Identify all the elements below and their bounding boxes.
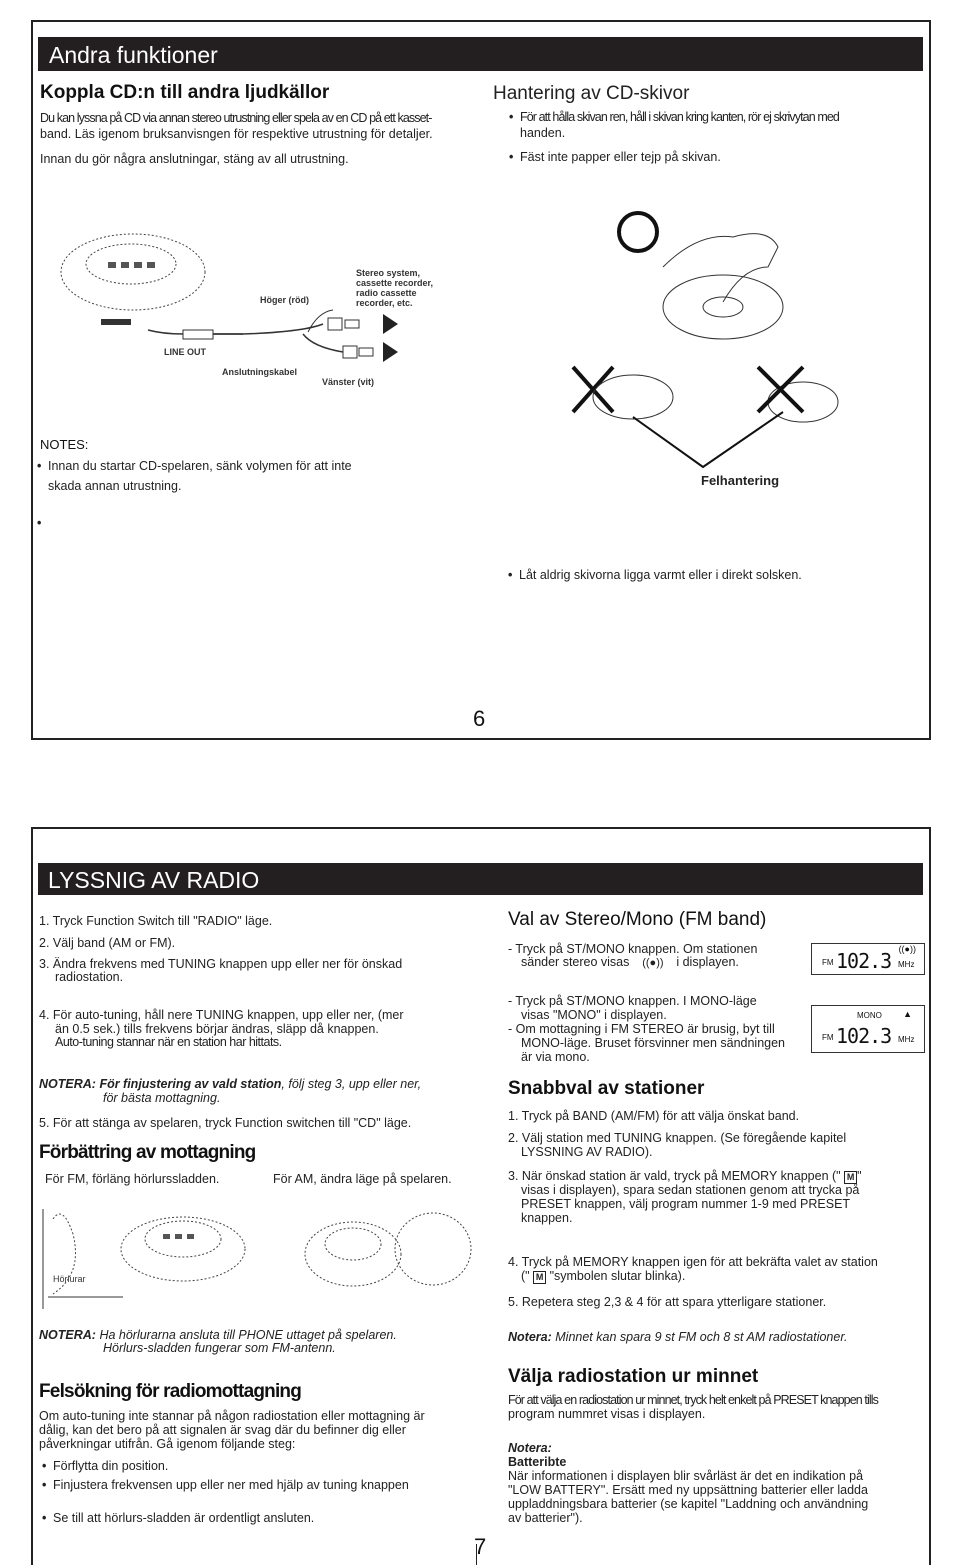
lcd2-mhz: MHz <box>898 1035 915 1044</box>
felsokning-p2: dålig, kan det bero på att signalen är svag där du befinner dig eller <box>39 1423 406 1437</box>
snabbval-s5: 5. Repetera steg 2,3 & 4 för att spara ytterligare stationer. <box>508 1295 827 1309</box>
koppla-text-1: Du kan lyssna på CD via annan stereo utrustning eller spela av en CD på ett kasset- <box>40 111 432 125</box>
felsokning-bullet-2: • Finjustera frekvensen upp eller ner med hjälp av tuning knappen <box>53 1478 409 1493</box>
lcd1-mhz: MHz <box>898 960 915 969</box>
stereo-mono-d1: - Tryck på ST/MONO knappen. Om stationen <box>508 942 758 956</box>
felsokning-p3: påverkningar utifrån. Gå igenom följande steg: <box>39 1437 296 1451</box>
header-title: Andra funktioner <box>49 42 218 68</box>
stereo-mono-d2-cont: visas "MONO" i displayen. <box>521 1008 667 1022</box>
lcd1-freq: 102.3 <box>836 949 892 973</box>
label-vanster: Vänster (vit) <box>322 377 375 387</box>
stereo-mono-d3-cont-2: är via mono. <box>521 1050 590 1064</box>
snabbval-s4c: "symbolen slutar blinka). <box>549 1269 686 1283</box>
snabbval-s3a: 3. När önskad station är vald, tryck på MEMORY knappen (" <box>508 1169 841 1183</box>
notera-step-cont: för bästa mottagning. <box>103 1091 221 1105</box>
koppla-title: Koppla CD:n till andra ljudkällor <box>40 82 330 103</box>
forbattring-title: Förbättring av mottagning <box>39 1142 256 1163</box>
stereo-icon: ((●)) <box>642 957 664 969</box>
snabbval-notera-label: Notera: <box>508 1330 552 1344</box>
valja-p2: program nummret visas i displayen. <box>508 1407 706 1421</box>
step-4-cont-1: än 0.5 sek.) tills frekvens börjar ändras, släpp då knappen. <box>55 1022 379 1036</box>
varmt-bullet: • Låt aldrig skivorna ligga varmt eller i direkt solsken. <box>519 568 802 583</box>
valja-title: Välja radiostation ur minnet <box>508 1366 759 1387</box>
cd-handling-illustration <box>603 207 833 447</box>
snabbval-s3-cont-2: PRESET knappen, välj program nummer 1-9 med PRESET <box>521 1197 851 1211</box>
stereo-mono-d1b: sänder stereo visas <box>521 955 630 969</box>
step-4-cont-2: Auto-tuning stannar när en station har hittats. <box>55 1035 282 1049</box>
snabbval-notera <box>508 1330 848 1345</box>
lcd2-mono: MONO <box>857 1011 882 1020</box>
label-horlurar: Hörlurar <box>53 1274 86 1284</box>
lcd2-fm: FM <box>822 1033 834 1042</box>
hantering-title: Hantering av CD-skivor <box>493 83 690 104</box>
notes-title: NOTES: <box>40 437 89 452</box>
batteri-p1: När informationen i displayen blir svårläst är det en indikation på <box>508 1469 864 1483</box>
stereo-mono-d3-cont-1: MONO-läge. Bruset försvinner men sändningen <box>521 1036 786 1050</box>
step-4: 4. För auto-tuning, håll nere TUNING knappen, upp eller ner, (mer <box>39 1008 404 1022</box>
snabbval-s3a-end: " <box>857 1169 862 1183</box>
notera-step-line <box>39 1077 421 1092</box>
label-line-out: LINE OUT <box>164 347 206 357</box>
section-header-andra-funktioner <box>38 37 923 71</box>
snabbval-s4: 4. Tryck på MEMORY knappen igen för att bekräfta valet av station <box>508 1255 878 1269</box>
notera-label-2: NOTERA: <box>39 1328 96 1342</box>
lcd-stereo-icon: ((●)) <box>898 944 916 954</box>
snabbval-s2: 2. Välj station med TUNING knappen. (Se föregående kapitel <box>508 1131 847 1145</box>
page-7 <box>31 827 931 1565</box>
memory-icon-2: M <box>533 1271 546 1284</box>
felsokning-title: Felsökning för radiomottagning <box>39 1381 302 1402</box>
snabbval-s2-cont: LYSSNING AV RADIO). <box>521 1145 653 1159</box>
lcd2-freq: 102.3 <box>836 1024 892 1048</box>
batteri-p4: av batterier"). <box>508 1511 583 1525</box>
felhantering-label: Felhantering <box>701 473 780 488</box>
forbattring-am: För AM, ändra läge på spelaren. <box>273 1172 452 1186</box>
stereo-mono-d3: - Om mottagning i FM STEREO är brusig, byt till <box>508 1022 775 1036</box>
label-stereo-4: recorder, etc. <box>356 298 413 308</box>
stereo-mono-d2: - Tryck på ST/MONO knappen. I MONO-läge <box>508 994 757 1008</box>
snabbval-s3 <box>508 1169 862 1184</box>
notes-bullet-1: • Innan du startar CD-spelaren, sänk volymen för att inte <box>48 459 352 474</box>
snabbval-notera-text: Minnet kan spara 9 st FM och 8 st AM radiostationer. <box>555 1330 848 1344</box>
label-anslutningskabel: Anslutningskabel <box>222 367 298 377</box>
stereo-mono-d1-cont <box>521 955 739 971</box>
forbattring-fm: För FM, förläng hörlurssladden. <box>45 1172 220 1186</box>
page-6 <box>31 20 931 740</box>
koppla-text-2: band. Läs igenom bruksanvisngen för respektive utrustning för detaljer. <box>40 127 433 141</box>
notera-text-2: Ha hörlurarna ansluta till PHONE uttaget på spelaren. <box>99 1328 397 1342</box>
forbattring-notera-cont: Hörlurs-sladden fungerar som FM-antenn. <box>103 1341 336 1355</box>
stereo-mono-title: Val av Stereo/Mono (FM band) <box>508 909 767 930</box>
batteri-p3: uppladdningsbara batterier (se kapitel "Laddning och användning <box>508 1497 869 1511</box>
lcd1-fm: FM <box>822 958 834 967</box>
notes-bullet-1-cont: skada annan utrustning. <box>48 479 182 493</box>
snabbval-s3-cont-3: knappen. <box>521 1211 573 1225</box>
batteri-title: Batteribte <box>508 1455 567 1469</box>
label-hoger: Höger (röd) <box>260 295 309 305</box>
section-header-lyssnig <box>38 863 923 895</box>
label-stereo-3: radio cassette <box>356 288 417 298</box>
header-title: LYSSNIG AV RADIO <box>48 867 260 893</box>
memory-icon: M <box>844 1171 857 1184</box>
lcd-display-mono <box>811 1005 925 1053</box>
batteri-notera: Notera: <box>508 1441 552 1455</box>
notera-label: NOTERA: <box>39 1077 96 1091</box>
step-3: 3. Ändra frekvens med TUNING knappen upp eller ner för önskad <box>39 957 403 971</box>
valja-p1: För att välja en radiostation ur minnet, tryck helt enkelt på PRESET knappen tills <box>508 1393 878 1407</box>
felsokning-bullet-1: • Förflytta din position. <box>53 1459 168 1474</box>
step-5: 5. För att stänga av spelaren, tryck Function switchen till "CD" läge. <box>39 1116 412 1130</box>
label-stereo-1: Stereo system, <box>356 268 421 278</box>
snabbval-s4b: (" <box>521 1269 530 1283</box>
stereo-mono-d1c: i displayen. <box>676 955 739 969</box>
hantering-bullet-2: • Fäst inte papper eller tejp på skivan. <box>520 150 721 165</box>
notera-rest: , följ steg 3, upp eller ner, <box>281 1077 422 1091</box>
snabbval-title: Snabbval av stationer <box>508 1078 705 1099</box>
snabbval-s3-cont-1: visas i displayen), spara sedan stationen genom att trycka på <box>521 1183 860 1197</box>
lcd-mono-icon: ▲ <box>903 1009 912 1019</box>
felsokning-p1: Om auto-tuning inte stannar på någon radiostation eller mottagning är <box>39 1409 425 1423</box>
snabbval-s1: 1. Tryck på BAND (AM/FM) för att välja önskat band. <box>508 1109 800 1123</box>
snabbval-s4-cont <box>521 1269 685 1284</box>
page-number-6: 6 <box>473 706 486 731</box>
radio-reception-illustration <box>43 1204 483 1314</box>
lcd-display-stereo <box>811 943 925 975</box>
hantering-bullet-1-cont: handen. <box>520 126 566 140</box>
label-stereo-2: cassette recorder, <box>356 278 434 288</box>
step-1: 1. Tryck Function Switch till "RADIO" läge. <box>39 914 273 928</box>
koppla-text-3: Innan du gör några anslutningar, stäng av all utrustning. <box>40 152 349 166</box>
batteri-p2: "LOW BATTERY". Ersätt med ny uppsättning batterier eller ladda <box>508 1483 868 1497</box>
step-2: 2. Välj band (AM or FM). <box>39 936 176 950</box>
hantering-bullet-1: • För att hålla skivan ren, håll i skivan kring kanten, rör ej skrivytan med <box>520 110 839 125</box>
step-3-cont: radiostation. <box>55 970 124 984</box>
felsokning-bullet-3: • Se till att hörlurs-sladden är ordentligt ansluten. <box>53 1511 314 1526</box>
notera-emph: För finjustering av vald station <box>99 1077 282 1091</box>
page-number-7: 7 <box>474 1534 487 1559</box>
